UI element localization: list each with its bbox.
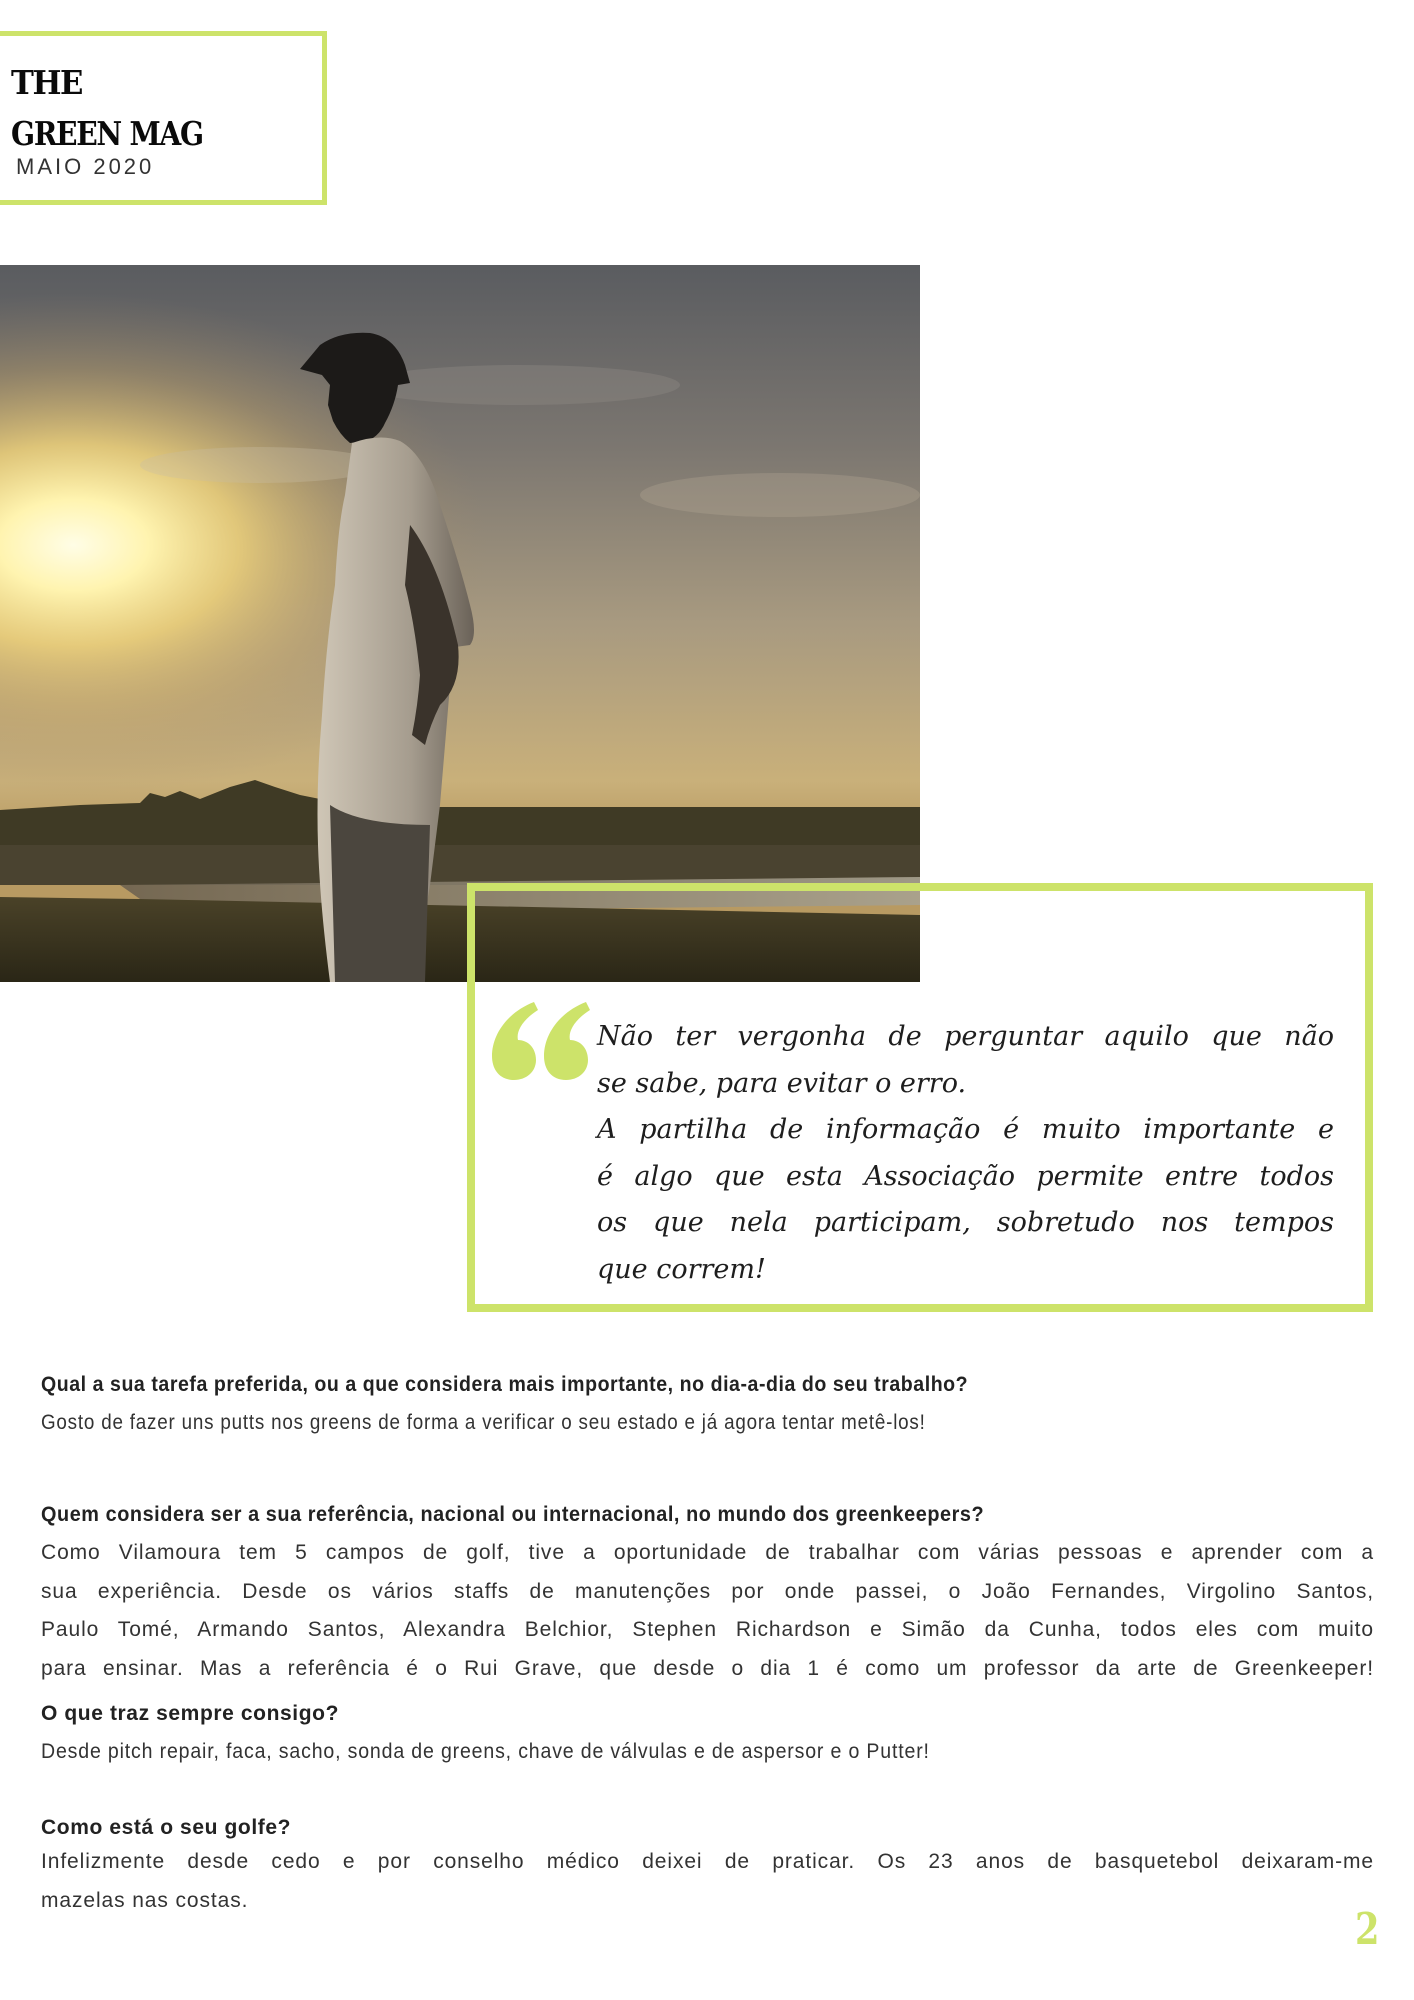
answer-line: Infelizmente desde cedo e por conselho médico deixei de praticar. Os 23 anos de basquetebol deixaram-me [41,1850,1374,1873]
magazine-title-line-2: GREEN MAG [11,114,203,153]
answer-line: sua experiência. Desde os vários staffs de manutenções por onde passei, o João Fernandes, Virgolino Santos, [41,1579,1374,1603]
answer-line: Desde pitch repair, faca, sacho, sonda de greens, chave de válvulas e de aspersor e o Putter! [41,1740,930,1763]
interview-answer [41,1843,1374,1920]
photo-illustration [0,265,920,982]
answer-line: mazelas nas costas. [41,1888,249,1912]
pull-quote [597,1014,1334,1293]
quote-line: os que nela participam, sobretudo nos tempos [597,1207,1334,1238]
answer-line: Paulo Tomé, Armando Santos, Alexandra Belchior, Stephen Richardson e Simão da Cunha, todos eles com muito [41,1618,1374,1642]
interview-question: Como está o seu golfe? [41,1816,292,1839]
interview-question: Quem considera ser a sua referência, nacional ou internacional, no mundo dos greenkeepers? [41,1503,985,1526]
interview-item [41,1701,1374,1772]
answer-line: para ensinar. Mas a referência é o Rui Grave, que desde o dia 1 é como um professor da arte de Greenkeeper! [41,1656,1374,1680]
interview-item [41,1502,1374,1688]
interview-answer [41,1404,1374,1443]
quote-line: se sabe, para evitar o erro. [597,1067,967,1099]
interview-item [41,1815,1374,1920]
magazine-title-line-1: THE [11,63,83,102]
interview-item [41,1372,1374,1443]
quote-line: Não ter vergonha de perguntar aquilo que não [597,1021,1334,1052]
sunset-golfer-photo [0,265,920,982]
answer-line: Como Vilamoura tem 5 campos de golf, tive a oportunidade de trabalhar com várias pessoas e aprender com a [41,1541,1374,1564]
quote-line: A partilha de informação é muito importante e [597,1114,1334,1145]
page-number: 2 [1355,1904,1380,1955]
interview-question: Qual a sua tarefa preferida, ou a que considera mais importante, no dia-a-dia do seu trabalho? [41,1373,969,1396]
interview-answer [41,1733,1374,1772]
quotation-mark-icon [492,998,592,1080]
interview-question: O que traz sempre consigo? [41,1702,339,1725]
quote-line: que correm! [597,1253,766,1285]
interview-answer [41,1534,1374,1688]
answer-line: Gosto de fazer uns putts nos greens de forma a verificar o seu estado e já agora tentar metê-los! [41,1411,926,1434]
issue-date: MAIO 2020 [16,154,155,179]
quote-line: é algo que esta Associação permite entre todos [597,1160,1334,1192]
